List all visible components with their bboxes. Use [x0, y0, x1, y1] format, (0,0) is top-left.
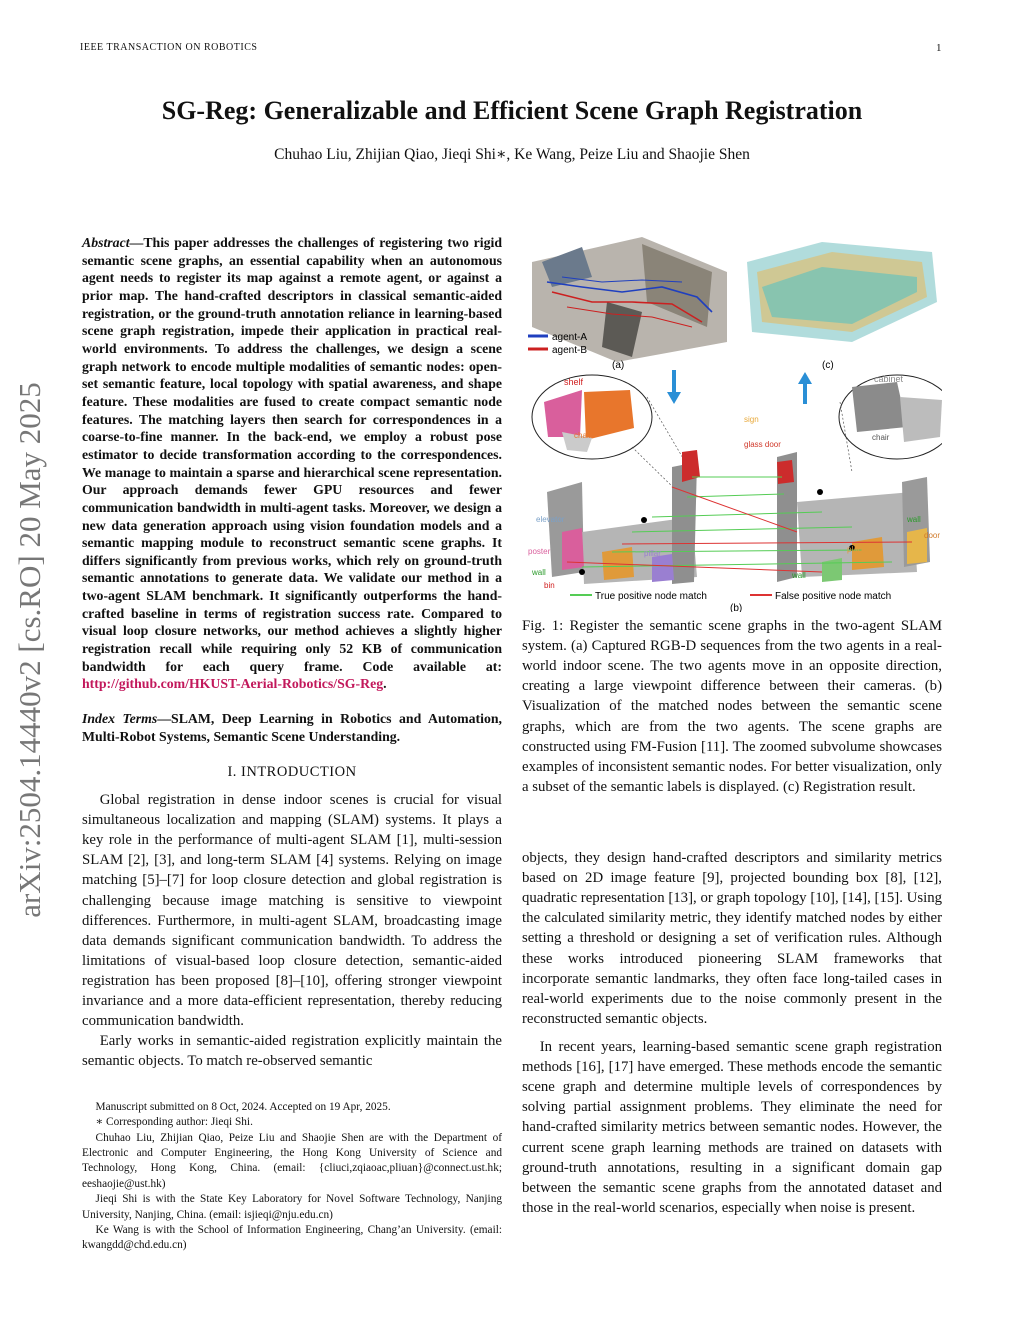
- door-label: door: [924, 531, 941, 540]
- chair-label-left: chair: [574, 431, 592, 440]
- false-match-label: False positive node match: [775, 591, 892, 602]
- panel-c-registration: [747, 242, 937, 342]
- footnote: ∗ Corresponding author: Jieqi Shi.: [95, 1116, 253, 1129]
- code-link[interactable]: http://github.com/HKUST-Aerial-Robotics/SG-Reg: [82, 676, 384, 692]
- shelf-label: shelf: [564, 377, 584, 387]
- abstract-text: —This paper addresses the challenges of registering two rigid semantic scene graphs, an essential capability when an autonomous agent needs to register its map against a remote agent, or against a prior map. The hand-crafted descriptors in classical semantic-aided registration, or the ground-truth annotation reliance in learning-based scene graph registration, impede their application in practical real-world environments. To address the challenges, we design a scene graph network to encode multiple modalities of semantic nodes: open-set semantic feature, local topology with spatial awareness, and shape feature. These modalities are fused to create compact semantic node features. The matching layers then search for correspondences in a coarse-to-fine manner. In the back-end, we employ a robust pose estimator to decide transformation according to the correspondences. We manage to maintain a sparse and hierarchical scene representation. Our approach demands fewer GPU resources and fewer communication bandwidth in multi-agent tasks. Moreover, we design a new data generation approach using vision foundation models and a semantic mapping module to reconstruct semantic scene graphs. It differs significantly from previous works, which rely on ground-truth semantic annotations to generate data. We validate our method in a two-agent SLAM benchmark. It significantly outperforms the hand-crafted baseline in terms of registration success rate. Compared to visual loop closure networks, our method achieves a slightly higher registration recall while requiring only 52 KB of communication bandwidth for each query frame. Code available at:: [82, 235, 502, 674]
- section-heading: I. INTRODUCTION: [227, 764, 357, 780]
- right-paragraph-2: In recent years, learning-based semantic scene graph registration methods [16], [17] have emerged. These methods encode the semantic scene graph and determine multiple levels of correspondences by solving partial assignment problems. They eliminate the need for hand-crafted similarity metrics between semantic nodes. However, the current scene graph learning methods are trained on datasets with ground-truth annotations, resulting in a significant domain gap between the semantic scene graphs from the annotated dataset and those in the real-world scenarios, especially when noise is present.: [522, 1038, 942, 1216]
- page-number: 1: [936, 42, 942, 54]
- agent-a-label: agent-A: [552, 332, 588, 343]
- elevator-label: elevator: [536, 515, 565, 524]
- wall-label-bottom: wall: [792, 571, 806, 580]
- footnotes: [82, 1100, 502, 1254]
- abstract-label: Abstract: [82, 235, 130, 250]
- bin-label: bin: [544, 581, 555, 590]
- right-column-text: [522, 848, 942, 1218]
- up-arrow-icon: [798, 372, 812, 404]
- panel-a-map: [532, 237, 727, 362]
- footnote: Chuhao Liu, Zhijian Qiao, Peize Liu and Shaojie Shen are with the Department of Electronic and Computer Engineering, the Hong Kong University of Science and Technology, Hong Kong, China. (email: {cliuci,zqiaoac,pliuan}@connect.ust.hk; eeshaojie@ust.hk): [82, 1131, 502, 1190]
- footnote: Manuscript submitted on 8 Oct, 2024. Accepted on 19 Apr, 2025.: [95, 1101, 391, 1113]
- panel-a-label: (a): [612, 360, 625, 371]
- true-match-label: True positive node match: [595, 591, 707, 602]
- poster-label: poster: [528, 547, 551, 556]
- down-arrow-icon: [667, 370, 681, 404]
- intro-paragraph-1: Global registration in dense indoor scenes is crucial for visual simultaneous localization and mapping (SLAM) systems. It plays a key role in the performance of multi-agent SLAM [1], multi-session SLAM [2], [3], and long-term SLAM [4] systems. Relying on image matching [5]–[7] for loop closure detection and global registration is challenging because image matching is sensitive to viewpoint differences. Furthermore, in multi-agent SLAM, broadcasting image data demands significant communication bandwidth. To address the limitations of visual-based loop closure detection, semantic-aided registration has been proposed [8]–[10], offering stronger viewpoint invariance and a more data-efficient representation, thereby reducing communication bandwidth.: [82, 792, 502, 1030]
- footnote: Jieqi Shi is with the State Key Laboratory for Novel Software Technology, Nanjing University, Nanjing, China. (email: isjieqi@nju.edu.cn): [82, 1193, 502, 1221]
- panel-b-label: (b): [730, 603, 743, 612]
- abstract-end: .: [383, 676, 387, 692]
- intro-paragraph-2: Early works in semantic-aided registration explicitly maintain the semantic objects. To match re-observed semantic: [82, 1033, 502, 1070]
- arxiv-stamp: [0, 350, 60, 950]
- abstract: [82, 234, 502, 693]
- chair-label-right: chair: [872, 433, 890, 442]
- footnote: Ke Wang is with the School of Information Engineering, Chang’an University. (email: kwangdd@chd.edu.cn): [82, 1223, 502, 1252]
- panel-b-scene-graphs: [547, 450, 930, 584]
- figure-1: [522, 232, 942, 612]
- wall-label-right: wall: [907, 515, 921, 524]
- zoom-inset-left: [532, 375, 652, 459]
- index-terms: [82, 710, 502, 745]
- figure-1-illustration: [522, 232, 942, 612]
- pillar-label: pillar: [644, 549, 661, 558]
- panel-c-label: (c): [822, 360, 834, 371]
- journal-header: IEEE TRANSACTION ON ROBOTICS: [80, 42, 258, 53]
- plant-label-right: plant: [847, 545, 865, 554]
- paper-title: SG-Reg: Generalizable and Efficient Scene Graph Registration: [161, 96, 863, 125]
- zoom-inset-right: [839, 374, 942, 459]
- agent-b-label: agent-B: [552, 345, 588, 356]
- author-list: Chuhao Liu, Zhijian Qiao, Jieqi Shi∗, Ke Wang, Peize Liu and Shaojie Shen: [274, 146, 750, 163]
- arxiv-id: arXiv:2504.14440v2 [cs.RO] 20 May 2025: [12, 382, 47, 918]
- introduction: [82, 790, 502, 1072]
- plant-label-left: plant: [614, 552, 632, 561]
- figure-caption: Fig. 1: Register the semantic scene graphs in the two-agent SLAM system. (a) Captured RGB-D sequences from the two agents in a real-world indoor scene. The two agents move in an opposite direction, creating a large viewpoint difference between their cameras. (b) Visualization of the matched nodes between the semantic scene graphs, which are from the two agents. The scene graphs are constructed using FM-Fusion [11]. The zoomed subvolume showcases examples of inconsistent semantic nodes. For better visualization, only a subset of the semantic labels is displayed. (c) Registration result.: [522, 618, 942, 795]
- sign-label: sign: [744, 415, 759, 424]
- cabinet-label: cabinet: [874, 374, 904, 384]
- index-terms-label: Index Terms: [82, 711, 158, 726]
- index-terms-text: —SLAM, Deep Learning in Robotics and Automation, Multi-Robot Systems, Semantic Scene Understanding.: [82, 711, 502, 744]
- glass-door-label: glass door: [744, 440, 781, 449]
- wall-label-left: wall: [532, 568, 546, 577]
- right-paragraph-1: objects, they design hand-crafted descriptors and similarity metrics based on 2D image feature [9], projected bounding box [8], [12], quadratic representation [13], or graph topology [10], [14], [15]. Using the calculated similarity metric, they identify matched nodes by either setting a threshold or designing a set of verification rules. Although these works introduced pioneering SLAM frameworks that incorporate semantic landmarks, they often face long-tailed cases in real-world experiments due to the noise commonly present in the reconstructed semantic objects.: [522, 850, 942, 1027]
